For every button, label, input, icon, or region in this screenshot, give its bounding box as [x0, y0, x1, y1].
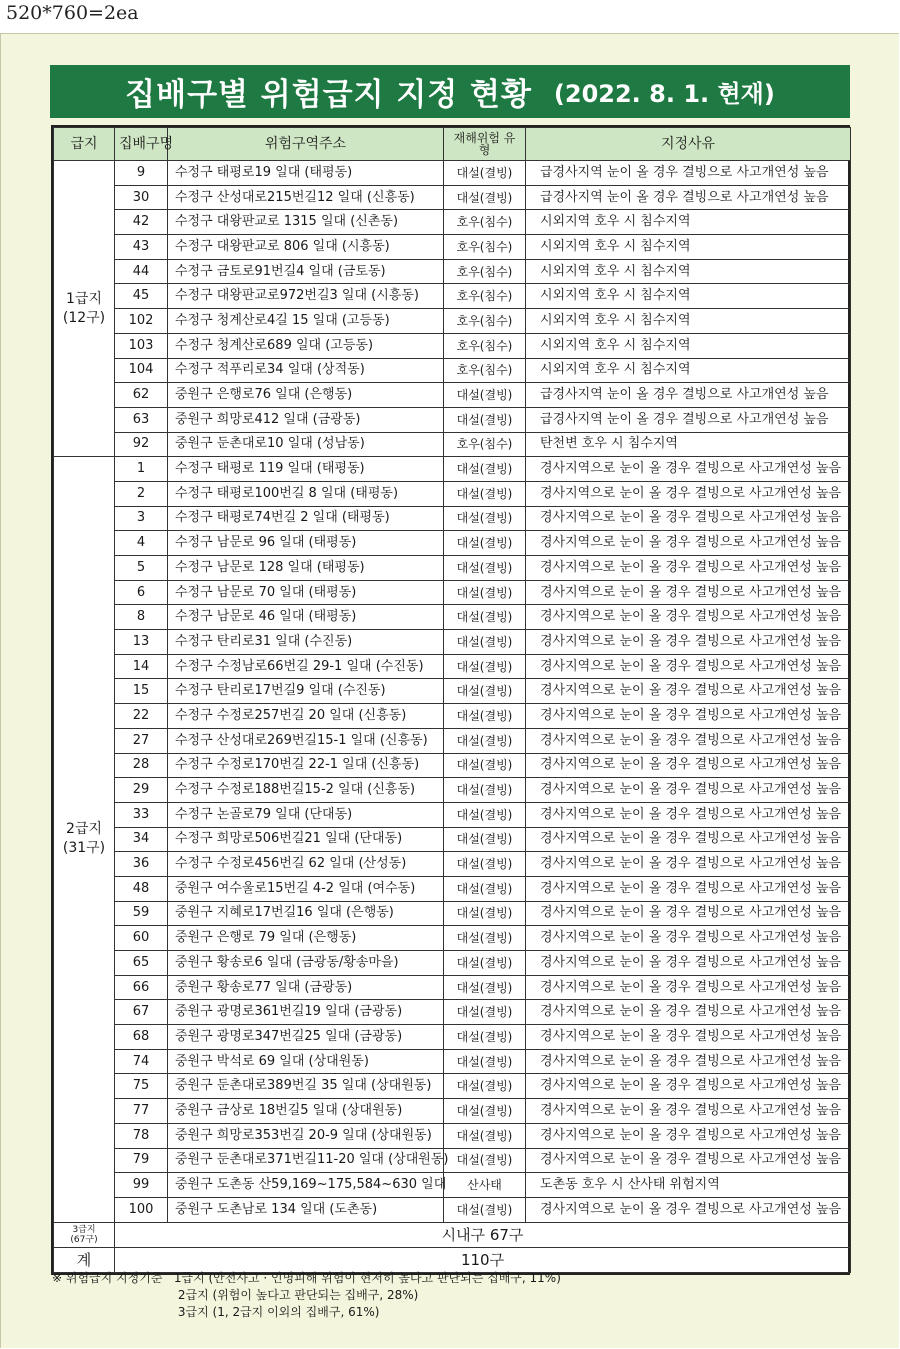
designation-reason: 경사지역으로 눈이 올 경우 결빙으로 사고개연성 높음	[526, 728, 851, 753]
zone-address: 수정구 금토로91번길4 일대 (금토동)	[168, 259, 444, 284]
zone-address: 중원구 은행로76 일대 (은행동)	[168, 383, 444, 408]
grade1-label: 1급지 (12구)	[54, 161, 115, 457]
zone-address: 수정구 대왕판교로 806 일대 (시흥동)	[168, 235, 444, 260]
table-row	[54, 185, 851, 210]
hazard-type: 대설(결빙)	[444, 802, 526, 827]
designation-reason: 탄천변 호우 시 침수지역	[526, 432, 851, 457]
zone-number: 92	[115, 432, 168, 457]
zone-number: 30	[115, 185, 168, 210]
table-row	[54, 926, 851, 951]
zone-number: 44	[115, 259, 168, 284]
hazard-type: 호우(침수)	[444, 284, 526, 309]
table-row	[54, 1197, 851, 1222]
zone-number: 4	[115, 531, 168, 556]
designation-reason: 경사지역으로 눈이 올 경우 결빙으로 사고개연성 높음	[526, 1074, 851, 1099]
criteria-notes	[52, 1270, 561, 1321]
hazard-type: 대설(결빙)	[444, 901, 526, 926]
designation-reason: 경사지역으로 눈이 올 경우 결빙으로 사고개연성 높음	[526, 926, 851, 951]
zone-address: 중원구 은행로 79 일대 (은행동)	[168, 926, 444, 951]
designation-reason: 경사지역으로 눈이 올 경우 결빙으로 사고개연성 높음	[526, 580, 851, 605]
zone-number: 63	[115, 407, 168, 432]
designation-reason: 경사지역으로 눈이 올 경우 결빙으로 사고개연성 높음	[526, 531, 851, 556]
table-row	[54, 432, 851, 457]
designation-reason: 경사지역으로 눈이 올 경우 결빙으로 사고개연성 높음	[526, 1148, 851, 1173]
hazard-type: 대설(결빙)	[444, 926, 526, 951]
table-row	[54, 383, 851, 408]
designation-reason: 경사지역으로 눈이 올 경우 결빙으로 사고개연성 높음	[526, 951, 851, 976]
hazard-table	[53, 127, 851, 1273]
table-row	[54, 161, 851, 186]
hazard-type: 대설(결빙)	[444, 679, 526, 704]
zone-address: 중원구 희망로412 일대 (금광동)	[168, 407, 444, 432]
grade2-label: 2급지 (31구)	[54, 457, 115, 1222]
zone-address: 중원구 둔촌대로371번길11-20 일대 (상대원동)	[168, 1148, 444, 1173]
zone-address: 중원구 둔촌대로10 일대 (성남동)	[168, 432, 444, 457]
designation-reason: 경사지역으로 눈이 올 경우 결빙으로 사고개연성 높음	[526, 1099, 851, 1124]
hazard-type: 대설(결빙)	[444, 185, 526, 210]
hazard-type: 대설(결빙)	[444, 975, 526, 1000]
zone-number: 8	[115, 605, 168, 630]
zone-number: 103	[115, 333, 168, 358]
hazard-type: 대설(결빙)	[444, 1074, 526, 1099]
zone-address: 수정구 적푸리로34 일대 (상적동)	[168, 358, 444, 383]
zone-number: 75	[115, 1074, 168, 1099]
header-hazard-type: 재해위험 유 형	[444, 128, 526, 161]
designation-reason: 도촌동 호우 시 산사태 위험지역	[526, 1173, 851, 1198]
zone-address: 수정구 탄리로31 일대 (수진동)	[168, 630, 444, 655]
table-row	[54, 259, 851, 284]
zone-address: 수정구 태평로100번길 8 일대 (태평동)	[168, 481, 444, 506]
table-row	[54, 852, 851, 877]
table-row	[54, 1148, 851, 1173]
zone-address: 중원구 황송로6 일대 (금광동/황송마을)	[168, 951, 444, 976]
hazard-type: 대설(결빙)	[444, 531, 526, 556]
zone-number: 102	[115, 309, 168, 334]
zone-address: 수정구 수정남로66번길 29-1 일대 (수진동)	[168, 654, 444, 679]
table-row	[54, 1123, 851, 1148]
zone-address: 수정구 대왕판교로972번길3 일대 (시흥동)	[168, 284, 444, 309]
title-bar	[50, 65, 850, 118]
hazard-type: 대설(결빙)	[444, 506, 526, 531]
zone-address: 중원구 도촌남로 134 일대 (도촌동)	[168, 1197, 444, 1222]
table-row	[54, 802, 851, 827]
table-row	[54, 481, 851, 506]
designation-reason: 경사지역으로 눈이 올 경우 결빙으로 사고개연성 높음	[526, 852, 851, 877]
designation-reason: 시외지역 호우 시 침수지역	[526, 259, 851, 284]
table-row	[54, 580, 851, 605]
hazard-type: 대설(결빙)	[444, 654, 526, 679]
hazard-table-wrapper	[51, 125, 850, 1275]
zone-number: 68	[115, 1025, 168, 1050]
designation-reason: 경사지역으로 눈이 올 경우 결빙으로 사고개연성 높음	[526, 753, 851, 778]
designation-reason: 시외지역 호우 시 침수지역	[526, 284, 851, 309]
zone-number: 100	[115, 1197, 168, 1222]
table-row	[54, 210, 851, 235]
zone-number: 74	[115, 1049, 168, 1074]
note-line: 3급지 (1, 2급지 이외의 집배구, 61%)	[52, 1305, 380, 1319]
zone-address: 중원구 박석로 69 일대 (상대원동)	[168, 1049, 444, 1074]
hazard-type: 대설(결빙)	[444, 481, 526, 506]
designation-reason: 급경사지역 눈이 올 경우 결빙으로 사고개연성 높음	[526, 407, 851, 432]
zone-address: 중원구 여수울로15번길 4-2 일대 (여수동)	[168, 876, 444, 901]
hazard-type: 대설(결빙)	[444, 728, 526, 753]
zone-number: 22	[115, 704, 168, 729]
zone-address: 중원구 광명로347번길25 일대 (금광동)	[168, 1025, 444, 1050]
designation-reason: 경사지역으로 눈이 올 경우 결빙으로 사고개연성 높음	[526, 827, 851, 852]
designation-reason: 경사지역으로 눈이 올 경우 결빙으로 사고개연성 높음	[526, 802, 851, 827]
zone-address: 수정구 태평로74번길 2 일대 (태평동)	[168, 506, 444, 531]
zone-number: 104	[115, 358, 168, 383]
designation-reason: 경사지역으로 눈이 올 경우 결빙으로 사고개연성 높음	[526, 778, 851, 803]
zone-address: 수정구 태평로 119 일대 (태평동)	[168, 457, 444, 482]
zone-address: 중원구 황송로77 일대 (금광동)	[168, 975, 444, 1000]
table-row	[54, 1074, 851, 1099]
designation-reason: 시외지역 호우 시 침수지역	[526, 235, 851, 260]
designation-reason: 시외지역 호우 시 침수지역	[526, 309, 851, 334]
total-value: 110구	[115, 1247, 851, 1272]
zone-number: 29	[115, 778, 168, 803]
hazard-type: 호우(침수)	[444, 235, 526, 260]
designation-reason: 경사지역으로 눈이 올 경우 결빙으로 사고개연성 높음	[526, 975, 851, 1000]
table-row	[54, 1173, 851, 1198]
designation-reason: 시외지역 호우 시 침수지역	[526, 210, 851, 235]
zone-number: 36	[115, 852, 168, 877]
zone-number: 14	[115, 654, 168, 679]
zone-address: 수정구 논골로79 일대 (단대동)	[168, 802, 444, 827]
page-title-date: (2022. 8. 1. 현재)	[553, 80, 775, 108]
designation-reason: 경사지역으로 눈이 올 경우 결빙으로 사고개연성 높음	[526, 679, 851, 704]
total-row	[54, 1247, 851, 1272]
zone-number: 67	[115, 1000, 168, 1025]
zone-number: 6	[115, 580, 168, 605]
zone-number: 79	[115, 1148, 168, 1173]
table-row	[54, 333, 851, 358]
designation-reason: 급경사지역 눈이 올 경우 결빙으로 사고개연성 높음	[526, 383, 851, 408]
header-reason: 지정사유	[526, 128, 851, 161]
top-caption: 520*760=2ea	[6, 2, 139, 24]
designation-reason: 경사지역으로 눈이 올 경우 결빙으로 사고개연성 높음	[526, 605, 851, 630]
grade3-row	[54, 1222, 851, 1247]
table-row	[54, 753, 851, 778]
designation-reason: 경사지역으로 눈이 올 경우 결빙으로 사고개연성 높음	[526, 1025, 851, 1050]
designation-reason: 급경사지역 눈이 올 경우 결빙으로 사고개연성 높음	[526, 161, 851, 186]
hazard-type: 호우(침수)	[444, 210, 526, 235]
hazard-type: 호우(침수)	[444, 432, 526, 457]
zone-address: 수정구 남문로 96 일대 (태평동)	[168, 531, 444, 556]
note-line: 2급지 (위험이 높다고 판단되는 집배구, 28%)	[52, 1288, 419, 1302]
table-row	[54, 309, 851, 334]
table-row	[54, 407, 851, 432]
zone-number: 45	[115, 284, 168, 309]
grade3-label: 3급지 (67구)	[54, 1222, 115, 1247]
table-row	[54, 556, 851, 581]
table-row	[54, 235, 851, 260]
table-row	[54, 358, 851, 383]
table-row	[54, 457, 851, 482]
zone-address: 수정구 산성대로215번길12 일대 (신흥동)	[168, 185, 444, 210]
zone-number: 13	[115, 630, 168, 655]
hazard-type: 호우(침수)	[444, 259, 526, 284]
zone-address: 수정구 청계산로689 일대 (고등동)	[168, 333, 444, 358]
hazard-type: 대설(결빙)	[444, 951, 526, 976]
designation-reason: 경사지역으로 눈이 올 경우 결빙으로 사고개연성 높음	[526, 506, 851, 531]
zone-number: 65	[115, 951, 168, 976]
table-row	[54, 951, 851, 976]
zone-address: 수정구 산성대로269번길15-1 일대 (신흥동)	[168, 728, 444, 753]
table-row	[54, 975, 851, 1000]
zone-number: 3	[115, 506, 168, 531]
header-grade: 급지	[54, 128, 115, 161]
hazard-type: 대설(결빙)	[444, 407, 526, 432]
designation-reason: 급경사지역 눈이 올 경우 결빙으로 사고개연성 높음	[526, 185, 851, 210]
zone-number: 60	[115, 926, 168, 951]
zone-address: 수정구 수정로170번길 22-1 일대 (신흥동)	[168, 753, 444, 778]
zone-number: 59	[115, 901, 168, 926]
note-line: ※ 위험급지 지정기준 1급지 (안전사고 · 인명피해 위험이 현저히 높다고 판단되는 집배구, 11%)	[52, 1271, 561, 1285]
table-row	[54, 728, 851, 753]
zone-number: 2	[115, 481, 168, 506]
zone-number: 48	[115, 876, 168, 901]
hazard-type: 대설(결빙)	[444, 827, 526, 852]
grade3-value: 시내구 67구	[115, 1222, 851, 1247]
zone-address: 수정구 탄리로17번길9 일대 (수진동)	[168, 679, 444, 704]
hazard-type: 대설(결빙)	[444, 1123, 526, 1148]
designation-reason: 시외지역 호우 시 침수지역	[526, 358, 851, 383]
table-row	[54, 605, 851, 630]
hazard-type: 대설(결빙)	[444, 778, 526, 803]
hazard-type: 대설(결빙)	[444, 1148, 526, 1173]
hazard-type: 대설(결빙)	[444, 1197, 526, 1222]
zone-address: 중원구 광명로361번길19 일대 (금광동)	[168, 1000, 444, 1025]
hazard-type: 호우(침수)	[444, 309, 526, 334]
zone-number: 28	[115, 753, 168, 778]
zone-number: 15	[115, 679, 168, 704]
zone-address: 중원구 금상로 18번길5 일대 (상대원동)	[168, 1099, 444, 1124]
designation-reason: 경사지역으로 눈이 올 경우 결빙으로 사고개연성 높음	[526, 1049, 851, 1074]
designation-reason: 경사지역으로 눈이 올 경우 결빙으로 사고개연성 높음	[526, 630, 851, 655]
designation-reason: 경사지역으로 눈이 올 경우 결빙으로 사고개연성 높음	[526, 704, 851, 729]
table-row	[54, 1000, 851, 1025]
zone-address: 중원구 희망로353번길 20-9 일대 (상대원동)	[168, 1123, 444, 1148]
total-label: 계	[54, 1247, 115, 1272]
hazard-type: 호우(침수)	[444, 358, 526, 383]
designation-reason: 시외지역 호우 시 침수지역	[526, 333, 851, 358]
table-row	[54, 778, 851, 803]
zone-number: 9	[115, 161, 168, 186]
zone-number: 27	[115, 728, 168, 753]
zone-number: 34	[115, 827, 168, 852]
zone-address: 수정구 대왕판교로 1315 일대 (신촌동)	[168, 210, 444, 235]
zone-address: 수정구 수정로188번길15-2 일대 (신흥동)	[168, 778, 444, 803]
zone-address: 수정구 남문로 70 일대 (태평동)	[168, 580, 444, 605]
zone-number: 5	[115, 556, 168, 581]
hazard-type: 대설(결빙)	[444, 457, 526, 482]
designation-reason: 경사지역으로 눈이 올 경우 결빙으로 사고개연성 높음	[526, 1000, 851, 1025]
hazard-type: 대설(결빙)	[444, 1099, 526, 1124]
hazard-type: 대설(결빙)	[444, 605, 526, 630]
table-row	[54, 1049, 851, 1074]
zone-address: 중원구 둔촌대로389번길 35 일대 (상대원동)	[168, 1074, 444, 1099]
header-address: 위험구역주소	[168, 128, 444, 161]
zone-number: 99	[115, 1173, 168, 1198]
hazard-type: 호우(침수)	[444, 333, 526, 358]
hazard-type: 대설(결빙)	[444, 556, 526, 581]
designation-reason: 경사지역으로 눈이 올 경우 결빙으로 사고개연성 높음	[526, 654, 851, 679]
zone-number: 42	[115, 210, 168, 235]
designation-reason: 경사지역으로 눈이 올 경우 결빙으로 사고개연성 높음	[526, 481, 851, 506]
zone-number: 62	[115, 383, 168, 408]
page-title: 집배구별 위험급지 지정 현황	[125, 77, 532, 113]
hazard-type: 대설(결빙)	[444, 630, 526, 655]
designation-reason: 경사지역으로 눈이 올 경우 결빙으로 사고개연성 높음	[526, 901, 851, 926]
zone-address: 수정구 청계산로4길 15 일대 (고등동)	[168, 309, 444, 334]
table-row	[54, 704, 851, 729]
hazard-type: 대설(결빙)	[444, 161, 526, 186]
designation-reason: 경사지역으로 눈이 올 경우 결빙으로 사고개연성 높음	[526, 556, 851, 581]
designation-reason: 경사지역으로 눈이 올 경우 결빙으로 사고개연성 높음	[526, 457, 851, 482]
zone-number: 1	[115, 457, 168, 482]
header-zone: 집배구명	[115, 128, 168, 161]
zone-address: 수정구 남문로 128 일대 (태평동)	[168, 556, 444, 581]
table-row	[54, 876, 851, 901]
hazard-type: 대설(결빙)	[444, 383, 526, 408]
table-row	[54, 1025, 851, 1050]
table-row	[54, 284, 851, 309]
table-body	[54, 161, 851, 1223]
zone-number: 66	[115, 975, 168, 1000]
hazard-type: 대설(결빙)	[444, 852, 526, 877]
zone-address: 중원구 지혜로17번길16 일대 (은행동)	[168, 901, 444, 926]
zone-number: 43	[115, 235, 168, 260]
table-row	[54, 654, 851, 679]
hazard-type: 대설(결빙)	[444, 1049, 526, 1074]
table-row	[54, 827, 851, 852]
designation-reason: 경사지역으로 눈이 올 경우 결빙으로 사고개연성 높음	[526, 1123, 851, 1148]
table-row	[54, 531, 851, 556]
designation-reason: 경사지역으로 눈이 올 경우 결빙으로 사고개연성 높음	[526, 876, 851, 901]
table-row	[54, 630, 851, 655]
table-row	[54, 901, 851, 926]
hazard-type: 대설(결빙)	[444, 1025, 526, 1050]
zone-address: 수정구 수정로257번길 20 일대 (신흥동)	[168, 704, 444, 729]
zone-address: 수정구 수정로456번길 62 일대 (산성동)	[168, 852, 444, 877]
hazard-type: 대설(결빙)	[444, 753, 526, 778]
zone-address: 수정구 희망로506번길21 일대 (단대동)	[168, 827, 444, 852]
table-header-row	[54, 128, 851, 161]
hazard-type: 대설(결빙)	[444, 876, 526, 901]
hazard-type: 산사태	[444, 1173, 526, 1198]
zone-address: 중원구 도촌동 산59,169~175,584~630 일대	[168, 1173, 444, 1198]
zone-address: 수정구 태평로19 일대 (태평동)	[168, 161, 444, 186]
designation-reason: 경사지역으로 눈이 올 경우 결빙으로 사고개연성 높음	[526, 1197, 851, 1222]
zone-number: 33	[115, 802, 168, 827]
table-row	[54, 1099, 851, 1124]
zone-address: 수정구 남문로 46 일대 (태평동)	[168, 605, 444, 630]
zone-number: 77	[115, 1099, 168, 1124]
table-row	[54, 679, 851, 704]
hazard-type: 대설(결빙)	[444, 580, 526, 605]
hazard-type: 대설(결빙)	[444, 704, 526, 729]
hazard-type: 대설(결빙)	[444, 1000, 526, 1025]
zone-number: 78	[115, 1123, 168, 1148]
table-row	[54, 506, 851, 531]
